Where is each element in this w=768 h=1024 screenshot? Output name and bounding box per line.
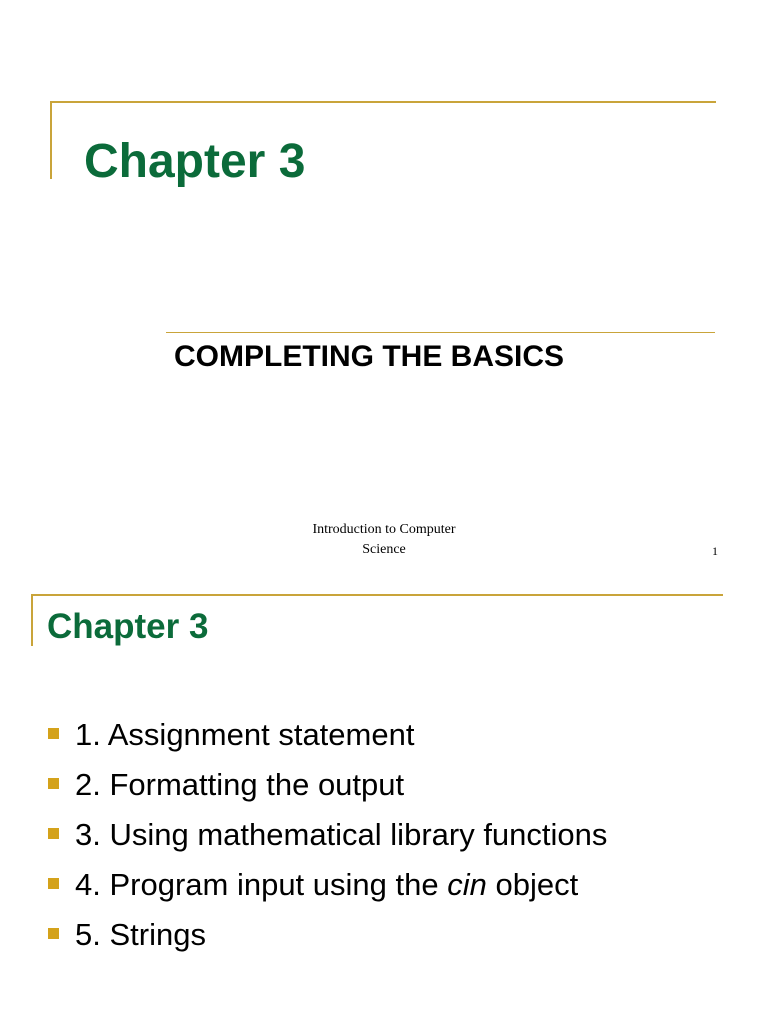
subtitle-accent-rule [166,332,715,333]
footer-line-2: Science [362,542,406,557]
list-item-text: 2. Formatting the output [75,767,405,802]
list-item [48,816,607,866]
list-item-text: 1. Assignment statement [75,717,415,752]
top-accent-rule [50,101,716,103]
left-accent-rule [50,101,52,179]
square-bullet-icon [48,928,59,939]
left-accent-rule [31,594,33,646]
page-number: 1 [712,544,718,558]
list-item-text: 5. Strings [75,917,206,952]
square-bullet-icon [48,878,59,889]
bullet-list [48,716,607,966]
square-bullet-icon [48,778,59,789]
slide-title: Chapter 3 [84,135,306,188]
list-item [48,716,607,766]
slide-subtitle: COMPLETING THE BASICS [174,340,565,373]
footer-line-1: Introduction to Computer [312,522,456,537]
list-item [48,866,607,916]
square-bullet-icon [48,828,59,839]
list-item-text: 3. Using mathematical library functions [75,817,608,852]
content-slide [0,580,768,1024]
list-item [48,916,607,966]
list-item-text-before: 4. Program input using the [75,867,448,902]
slide-title: Chapter 3 [47,607,209,646]
list-item-text-after: object [486,867,579,902]
list-item [48,766,607,816]
square-bullet-icon [48,728,59,739]
list-item-text [75,866,578,904]
top-accent-rule [31,594,723,596]
list-item-text-italic: cin [447,867,487,902]
slide-footer [284,520,484,560]
